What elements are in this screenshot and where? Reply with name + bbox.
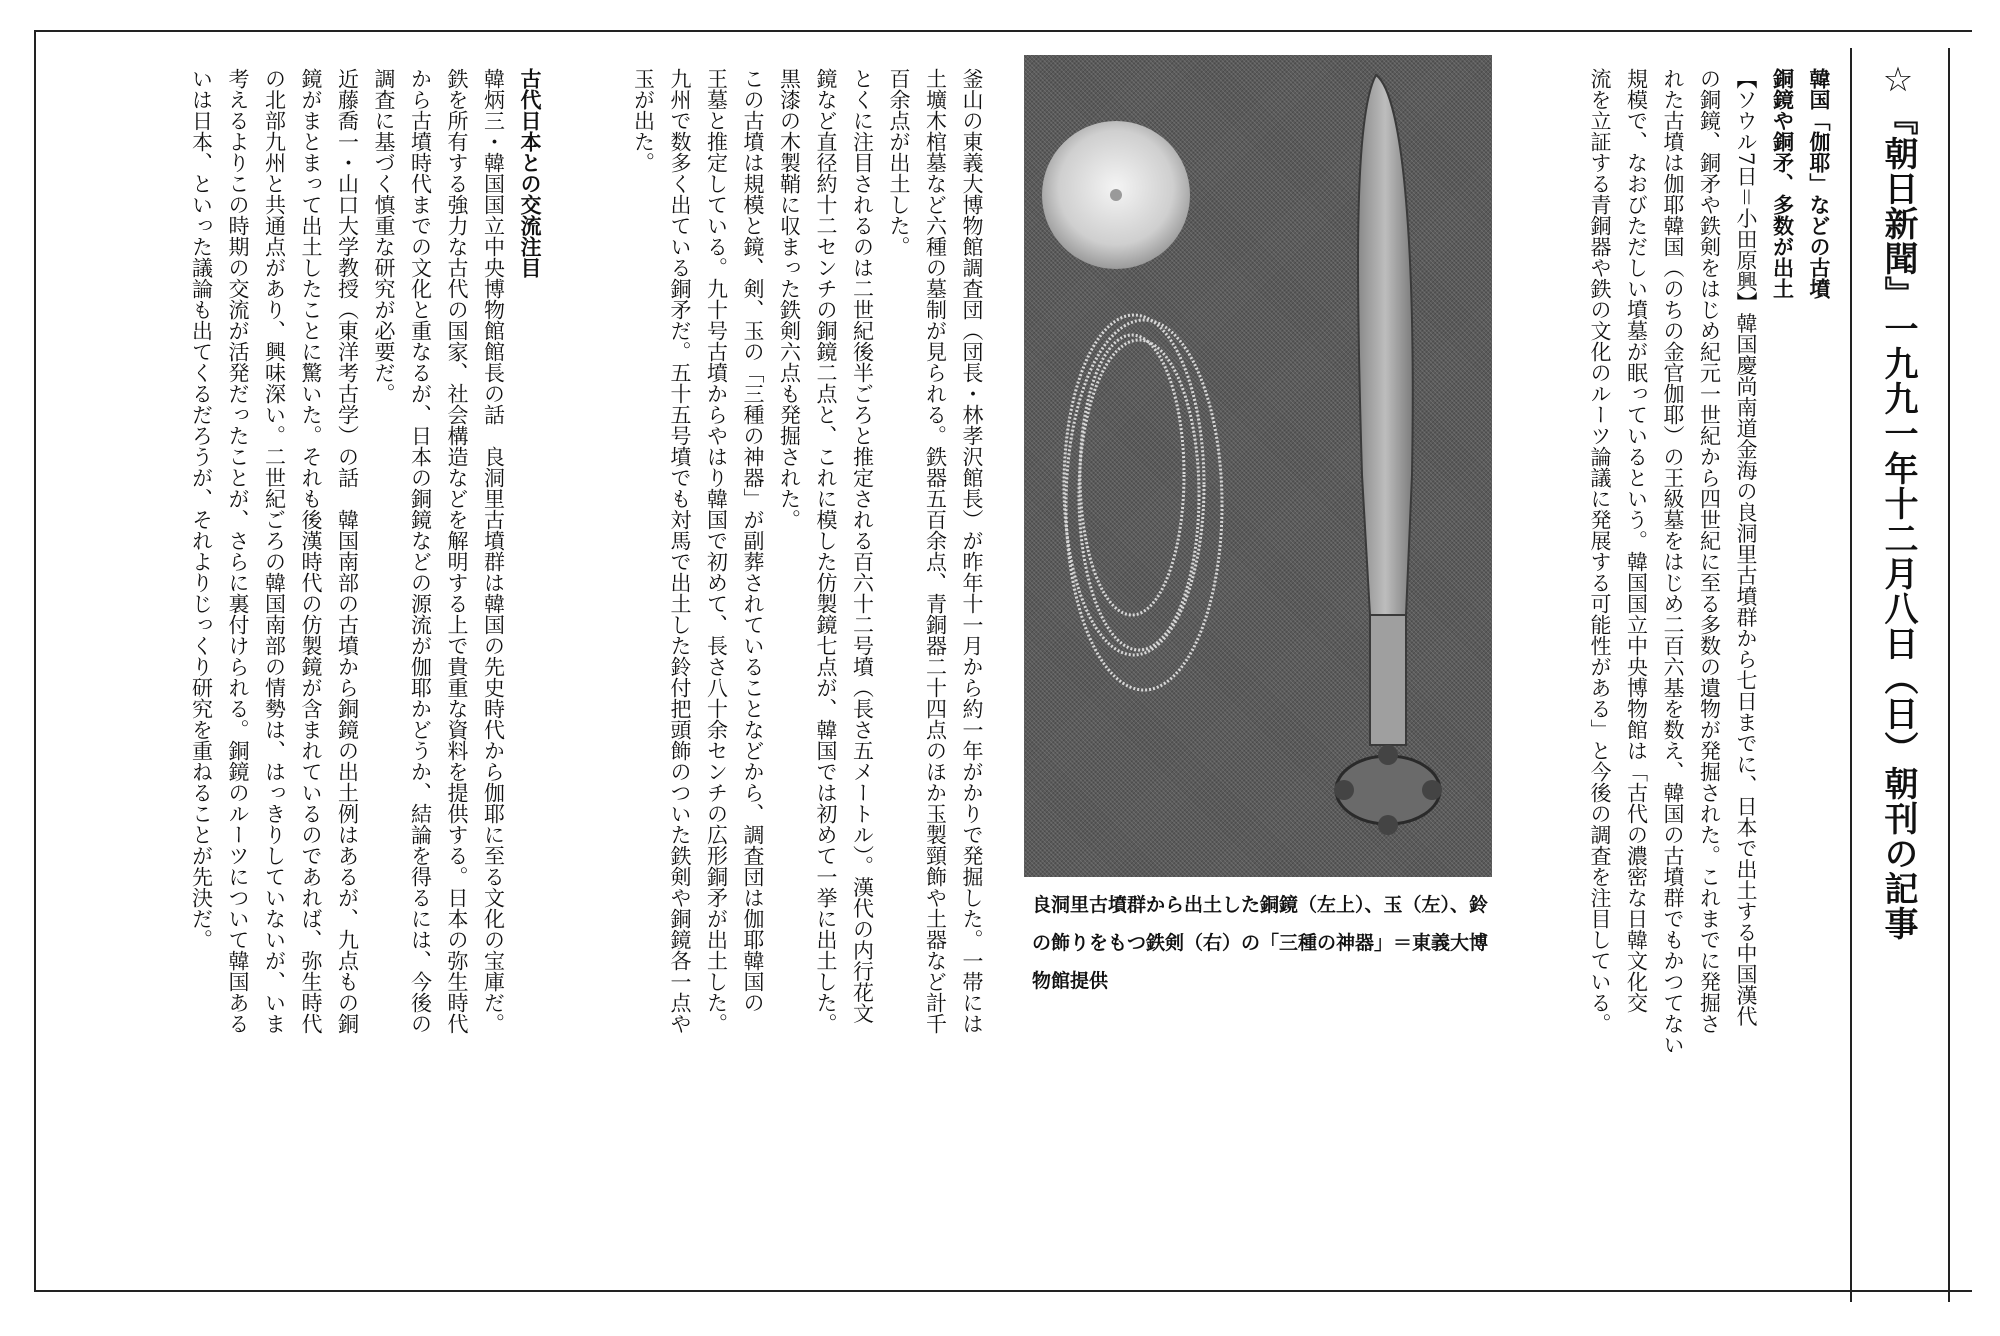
photo-caption: 良洞里古墳群から出土した銅鏡（左上）、玉（左）、鈴の飾りをもつ鉄剣（右）の「三種の神器」＝東義大博物館提供 — [1032, 894, 1489, 992]
comment-line: 鉄を所有する強力な古代の国家、社会構造などを解明する上で貴重な資料を提供する。日本の弥生時代 — [445, 68, 469, 1034]
section-title: 古代日本との交流注目 — [518, 68, 542, 278]
iron-sword-shape — [1334, 75, 1442, 835]
lead-line: れた古墳は伽耶韓国（のちの金官伽耶）の王級墓をはじめ二百六基を数え、韓国の古墳群でもかつてない — [1661, 68, 1685, 1055]
artifact-photo — [1024, 55, 1492, 877]
lead-line: 【ソウル7日＝小田原興】韓国慶尚南道金海の良洞里古墳群から七日までに、日本で出土する中国漢代 — [1734, 68, 1758, 1027]
comment-line: の北部九州と共通点があり、興味深い。二世紀ごろの韓国南部の情勢は、はっきりしていないが、いま — [262, 68, 287, 1034]
page-title: ☆『朝日新聞』一九九一年十二月八日（日）朝刊の記事 — [1878, 60, 1918, 941]
body-line: 九州で数多く出ている銅矛だ。五十五号墳でも対馬で出土した鈴付把頭飾のついた鉄剣や銅鏡各一点や — [668, 68, 692, 1034]
body-line: この古墳は規模と鏡、剣、玉の「三種の神器」が副葬されていることなどから、調査団は伽耶韓国の — [741, 68, 765, 1013]
comment-line: 調査に基づく慎重な研究が必要だ。 — [372, 68, 396, 404]
body-line: 土壙木棺墓など六種の墓制が見られる。鉄器五百余点、青銅器二十四点のほか玉製頸飾や土器など計千 — [923, 68, 948, 1034]
body-line: 百余点が出土した。 — [887, 68, 911, 257]
body-section — [590, 68, 990, 1248]
body-line: 黒漆の木製鞘に収まった鉄剣六点も発掘された。 — [777, 68, 802, 530]
body-line: とくに注目されるのは二世紀後半ごろと推定される百六十二号墳（長さ五メートル）。漢代の内行花文 — [850, 68, 875, 1024]
lead-section — [1525, 68, 1837, 1248]
body-line: 釜山の東義大博物館調査団（団長・林孝沢館長）が昨年十一月から約一年がかりで発掘した。一帯には — [960, 68, 984, 1034]
comment-line: から古墳時代までの文化と重なるが、日本の銅鏡などの源流が伽耶かどうか、結論を得るには、今後の — [408, 68, 433, 1034]
headline-2: 銅鏡や銅矛、多数が出土 — [1770, 68, 1795, 299]
comment-line: 鏡がまとまって出土したことに驚いた。それも後漢時代の仿製鏡が含まれているのであれば、弥生時代 — [299, 68, 323, 1034]
lead-line: の銅鏡、銅矛や鉄剣をはじめ紀元一世紀から四世紀に至る多数の遺物が発掘された。これまでに発掘さ — [1697, 68, 1722, 1034]
body-line: 王墓と推定している。九十号古墳からやはり韓国で初めて、長さ八十余センチの広形銅矛が出土した。 — [704, 68, 729, 1034]
headline-1: 韓国「伽耶」などの古墳 — [1807, 68, 1831, 299]
comment-line: 考えるよりこの時期の交流が活発だったことが、さらに裏付けられる。銅鏡のルーツについて韓国ある — [226, 68, 250, 1034]
comment-line: 近藤喬一・山口大学教授（東洋考古学）の話 韓国南部の古墳から銅鏡の出土例はあるが、九点もの銅 — [335, 68, 360, 1034]
comments-section — [118, 68, 548, 1248]
artifact-illustration — [1024, 55, 1492, 877]
body-line: 玉が出た。 — [631, 68, 656, 173]
comment-line: いは日本、といった議論も出てくるだろうが、それよりじっくり研究を重ねることが先決だ。 — [189, 68, 214, 950]
lead-line: 流を立証する青銅器や鉄の文化のルーツ論議に発展する可能性がある」と今後の調査を注目している。 — [1588, 68, 1612, 1034]
comment-line: 韓炳三・韓国国立中央博物館館長の話 良洞里古墳群は韓国の先史時代から伽耶に至る文化の宝庫だ。 — [481, 68, 506, 1034]
bead-necklace-shape — [1064, 315, 1222, 690]
lead-line: 規模で、なおびただしい墳墓が眠っているという。韓国国立中央博物館は「古代の濃密な日韓文化交 — [1624, 68, 1649, 1013]
body-line: 鏡など直径約十二センチの銅鏡二点と、これに模した仿製鏡七点が、韓国では初めて一挙に出土した。 — [814, 68, 838, 1034]
